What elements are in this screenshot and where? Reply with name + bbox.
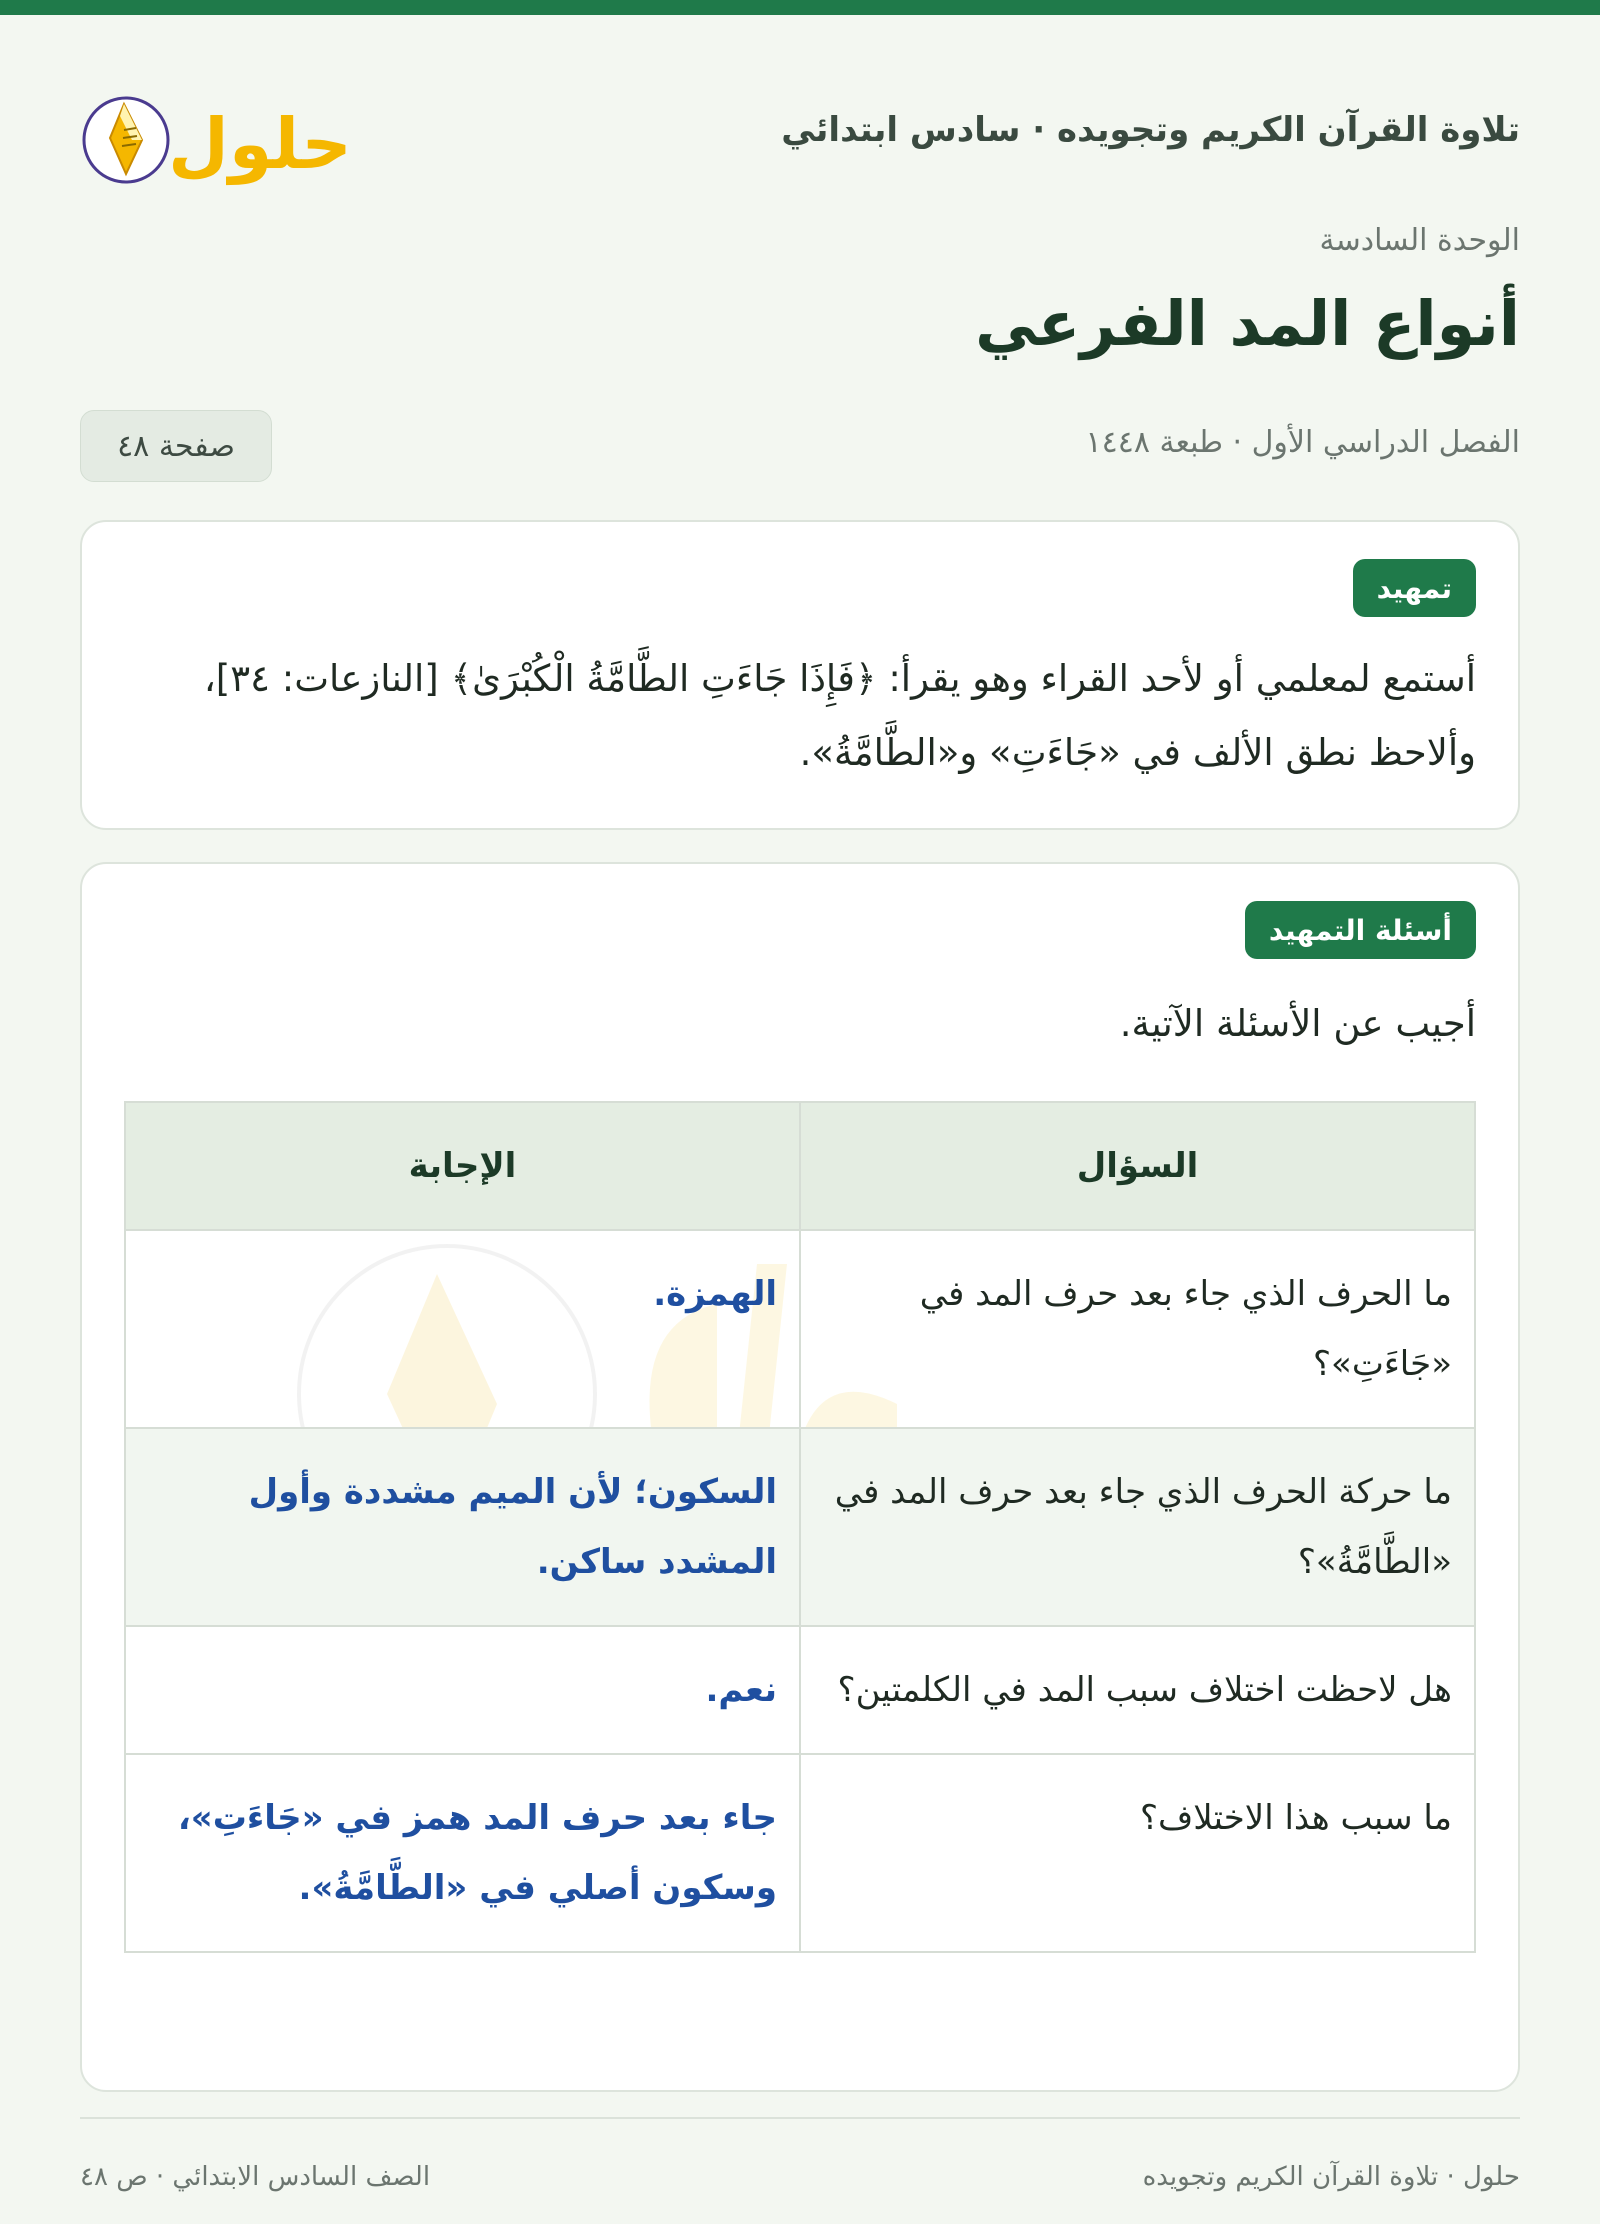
question-cell: ما الحرف الذي جاء بعد حرف المد في «جَاءَتِ»؟ <box>800 1230 1475 1428</box>
answer-cell: الهمزة. <box>125 1230 800 1428</box>
intro-card <box>80 520 1520 830</box>
intro-text: أستمع لمعلمي أو لأحد القراء وهو يقرأ: ﴿فَإِذَا جَاءَتِ الطَّامَّةُ الْكُبْرَىٰ﴾ [النازعات: ٣٤]، وألاحظ نطق الألف في «جَاءَتِ» و«الطَّامَّةُ». <box>203 657 1476 774</box>
logo-wordmark: حلول <box>168 103 352 185</box>
question-cell: ما سبب هذا الاختلاف؟ <box>800 1754 1475 1952</box>
term-edition: الفصل الدراسي الأول · طبعة ١٤٤٨ <box>1085 425 1520 460</box>
unit-label: الوحدة السادسة <box>1319 223 1520 258</box>
hulul-logo <box>80 70 360 190</box>
footer-page-info: الصف السادس الابتدائي · ص ٤٨ <box>80 2162 431 2192</box>
book-title: تلاوة القرآن الكريم وتجويده · سادس ابتدائي <box>781 110 1520 150</box>
questions-card <box>80 862 1520 2092</box>
logo-mark-icon <box>80 70 360 190</box>
column-header-answer: الإجابة <box>125 1102 800 1230</box>
footer-divider <box>80 2117 1520 2119</box>
table-row <box>125 1428 1475 1626</box>
answer-cell: السكون؛ لأن الميم مشددة وأول المشدد ساكن. <box>125 1428 800 1626</box>
answer-cell: نعم. <box>125 1626 800 1754</box>
intro-pill: تمهيد <box>1353 559 1476 617</box>
footer-book-title: حلول · تلاوة القرآن الكريم وتجويده <box>1142 2162 1520 2192</box>
question-cell: هل لاحظت اختلاف سبب المد في الكلمتين؟ <box>800 1626 1475 1754</box>
questions-pill: أسئلة التمهيد <box>1245 901 1476 959</box>
question-cell: ما حركة الحرف الذي جاء بعد حرف المد في «الطَّامَّةُ»؟ <box>800 1428 1475 1626</box>
table-row <box>125 1230 1475 1428</box>
column-header-question: السؤال <box>800 1102 1475 1230</box>
table-row <box>125 1626 1475 1754</box>
questions-instruction: أجيب عن الأسئلة الآتية. <box>1119 1002 1476 1045</box>
lesson-title: أنواع المد الفرعي <box>975 287 1520 360</box>
page-header <box>80 70 1520 190</box>
table-row <box>125 1754 1475 1952</box>
page <box>80 15 1520 2224</box>
page-number-badge: صفحة ٤٨ <box>80 410 272 482</box>
answer-cell: جاء بعد حرف المد همز في «جَاءَتِ»، وسكون أصلي في «الطَّامَّةُ». <box>125 1754 800 1952</box>
questions-table <box>124 1101 1476 1953</box>
top-accent-bar <box>0 0 1600 15</box>
table-header-row <box>125 1102 1475 1230</box>
